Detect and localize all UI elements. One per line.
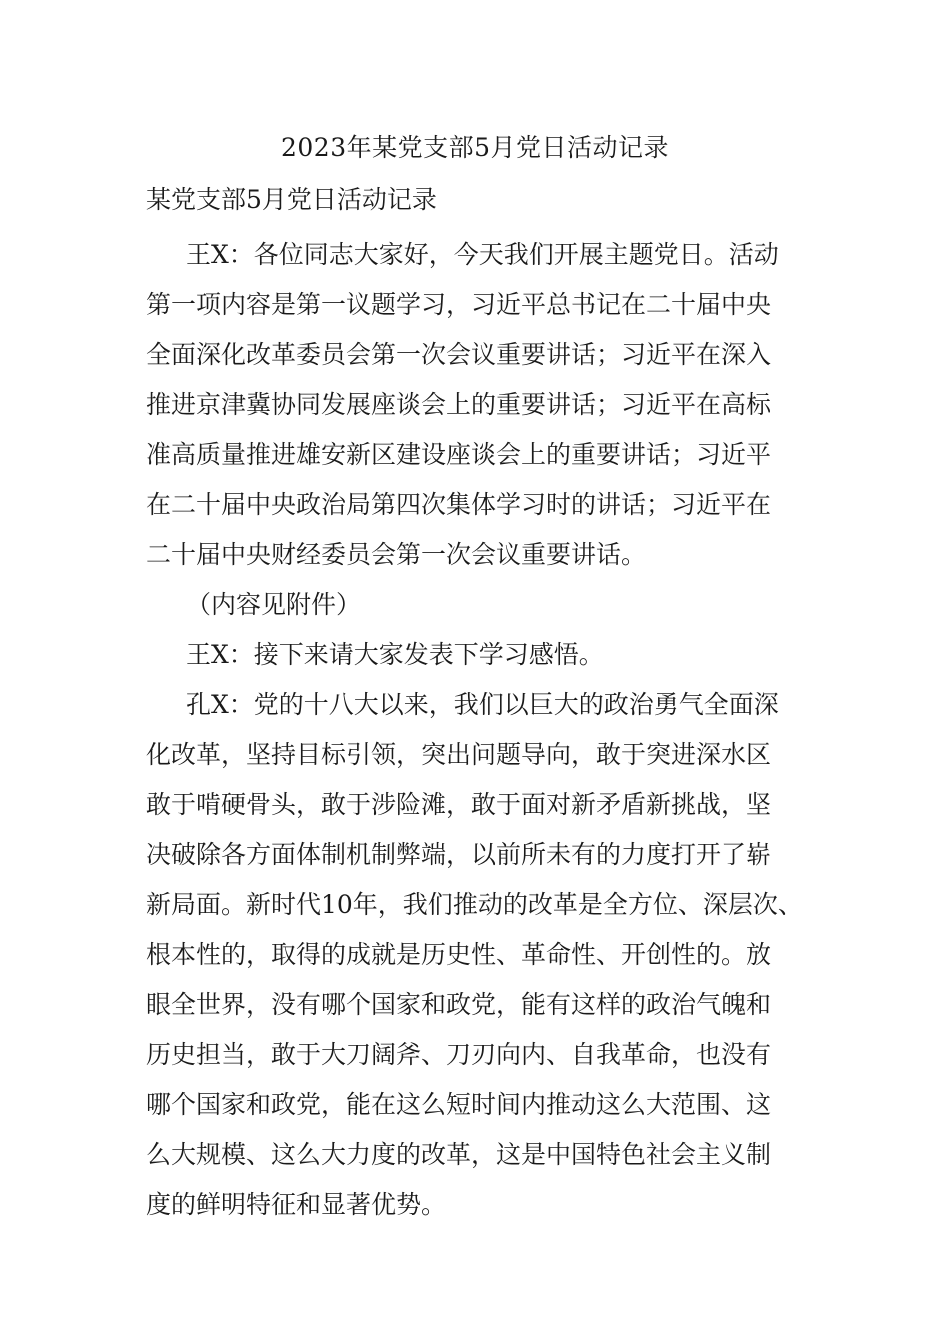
paragraph-line: 化改革，坚持目标引领，突出问题导向，敢于突进深水区 xyxy=(146,740,772,769)
paragraph xyxy=(146,580,826,630)
document-title: 2023年某党支部5月党日活动记录 xyxy=(280,133,670,162)
paragraph xyxy=(146,630,826,680)
document-subtitle: 某党支部5月党日活动记录 xyxy=(146,185,437,214)
paragraph-line: 在二十届中央政治局第四次集体学习时的讲话；习近平在 xyxy=(146,490,772,519)
paragraph-line: 新局面。新时代10年，我们推动的改革是全方位、深层次、 xyxy=(146,890,803,919)
paragraph-line: 王X：接下来请大家发表下学习感悟。 xyxy=(186,640,604,669)
paragraph xyxy=(146,680,826,1230)
paragraph-line: （内容见附件） xyxy=(186,590,362,619)
paragraph-line: 哪个国家和政党，能在这么短时间内推动这么大范围、这 xyxy=(146,1090,772,1119)
paragraph-line: 孔X：党的十八大以来，我们以巨大的政治勇气全面深 xyxy=(186,690,779,719)
paragraph-line: 二十届中央财经委员会第一次会议重要讲话。 xyxy=(146,540,647,569)
paragraph-line: 第一项内容是第一议题学习，习近平总书记在二十届中央 xyxy=(146,290,772,319)
paragraph-line: 敢于啃硬骨头，敢于涉险滩，敢于面对新矛盾新挑战，坚 xyxy=(146,790,772,819)
paragraph-line: 推进京津冀协同发展座谈会上的重要讲话；习近平在高标 xyxy=(146,390,772,419)
paragraph-line: 准高质量推进雄安新区建设座谈会上的重要讲话；习近平 xyxy=(146,440,772,469)
paragraph-line: 度的鲜明特征和显著优势。 xyxy=(146,1190,447,1219)
paragraph-line: 历史担当，敢于大刀阔斧、刀刃向内、自我革命，也没有 xyxy=(146,1040,772,1069)
paragraph xyxy=(146,230,826,580)
paragraph-line: 王X：各位同志大家好，今天我们开展主题党日。活动 xyxy=(186,240,779,269)
paragraph-line: 根本性的，取得的成就是历史性、革命性、开创性的。放 xyxy=(146,940,772,969)
paragraph-line: 眼全世界，没有哪个国家和政党，能有这样的政治气魄和 xyxy=(146,990,772,1019)
paragraph-line: 全面深化改革委员会第一次会议重要讲话；习近平在深入 xyxy=(146,340,772,369)
paragraph-line: 决破除各方面体制机制弊端，以前所未有的力度打开了崭 xyxy=(146,840,772,869)
document-body xyxy=(146,230,826,1230)
paragraph-line: 么大规模、这么大力度的改革，这是中国特色社会主义制 xyxy=(146,1140,772,1169)
